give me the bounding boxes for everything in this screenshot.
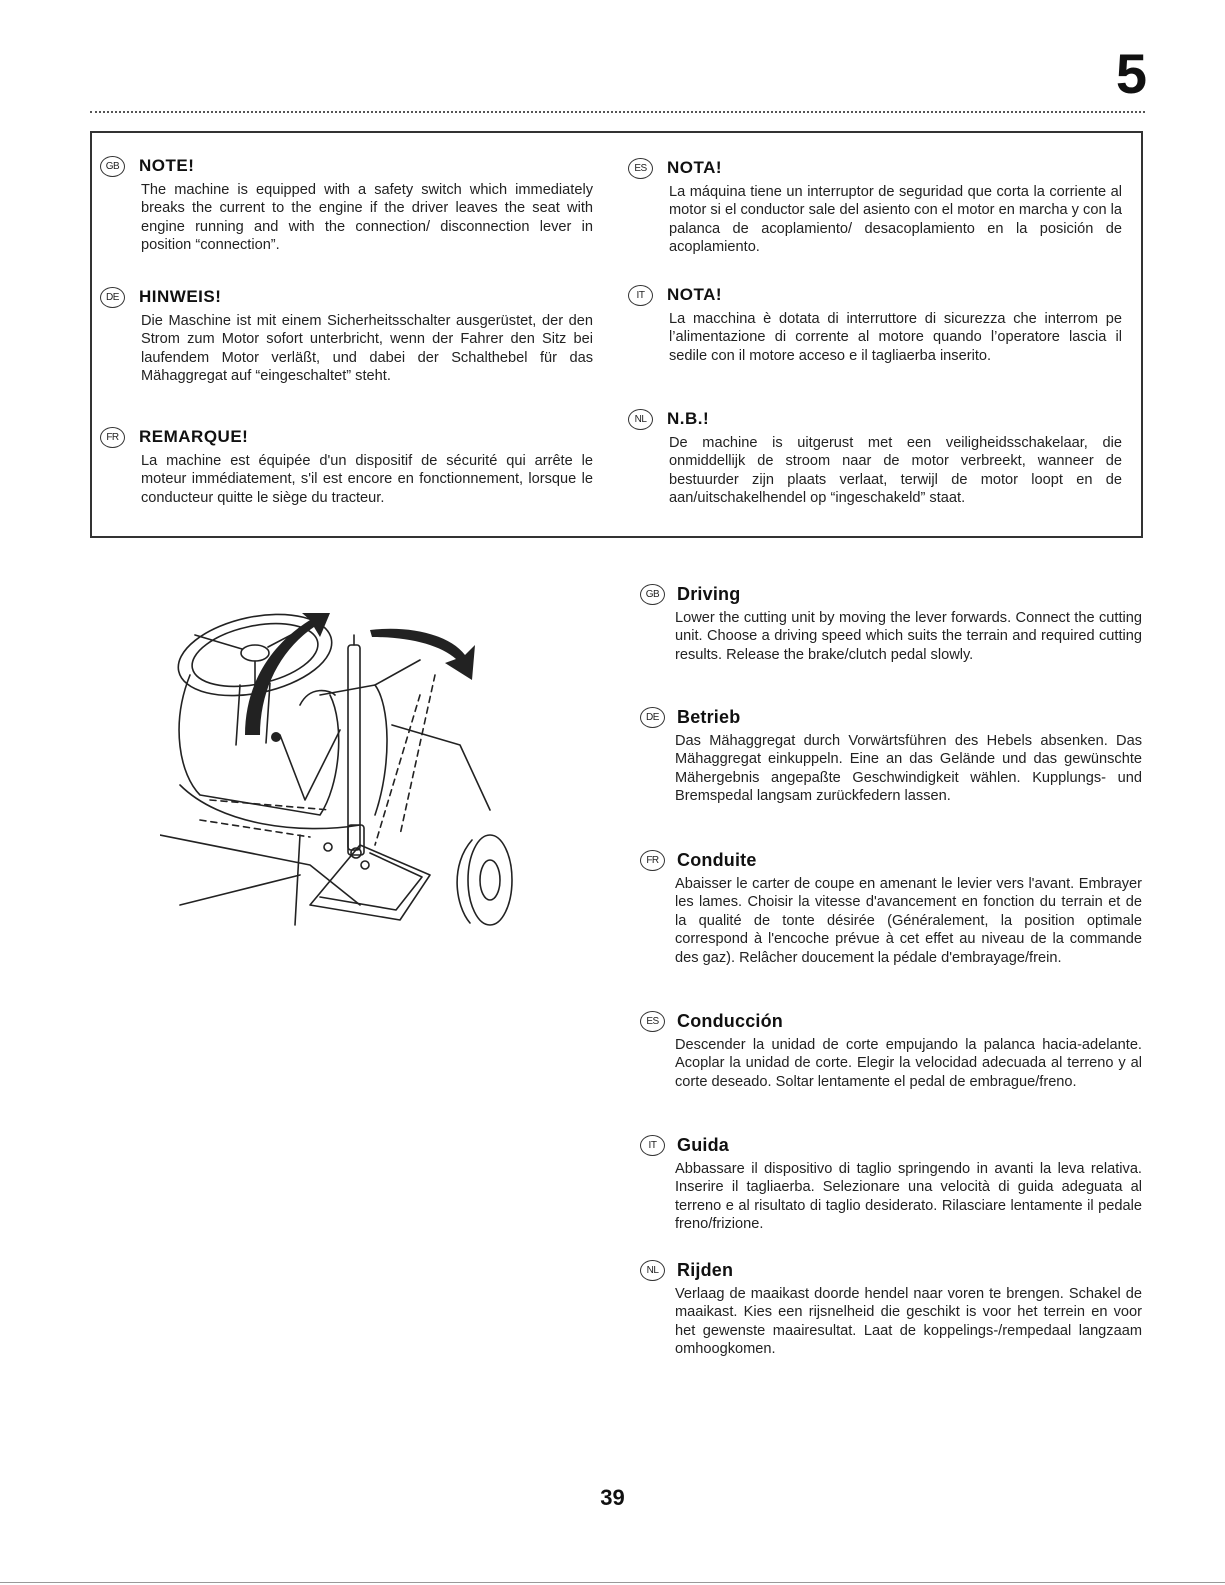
section-text: Verlaag de maaikast doorde hendel naar voren te brengen. Schakel de maaikast. Kies een rijsnelheid die geschikt is voor het terrein en voor het gewenste maairesultat. Laat de koppelings-/rempedaal langzaam omhoogkomen. [675,1286,1142,1358]
section-title: Rijden [677,1259,734,1280]
section-text: Abbassare il dispositivo di taglio springendo in avanti la leva relativa. Inserire il tagliaerba. Selezionare una velocità di guida adeguata al terreno e al risultato di taglio desiderato. Rilasciare lentamente il pedale freno/frizione. [675,1161,1142,1233]
section-text: Abaisser le carter de coupe en amenant le levier vers l'avant. Embrayer les lames. Choisir la vitesse d'avancement en fonction du terrain et de la qualité de tonte désirée (Généralement, la position optimale correspond à l'encoche prévue à cet effet au niveau de la commande des gaz). Relâcher doucement la pédale d'embrayage/frein. [675,876,1142,966]
section-driving-es [640,1008,1145,1091]
lang-badge-gb: GB [640,584,665,605]
note-gb [100,153,593,255]
lang-badge-nl: NL [628,409,653,430]
lever-illustration [160,575,540,935]
section-title: Conduite [677,849,757,870]
lang-badge-es: ES [640,1011,665,1032]
note-title: N.B.! [667,409,710,428]
lang-badge-it: IT [628,285,653,306]
section-driving-gb [640,581,1145,664]
note-nl [628,406,1122,508]
section-text: Lower the cutting unit by moving the lever forwards. Connect the cutting unit. Choose a driving speed which suits the terrain and required cutting results. Release the brake/clutch pedal slowly. [675,610,1142,663]
section-number: 5 [1115,42,1147,105]
note-title: NOTA! [667,285,723,304]
bottom-divider [0,1582,1225,1583]
lang-badge-fr: FR [100,427,125,448]
note-text: La máquina tiene un interruptor de seguridad que corta la corriente al motor si el conductor sale del asiento con el motor en marcha y con la palanca de acoplamiento/ desacoplamiento en la posición de acoplamiento. [669,184,1122,256]
note-text: The machine is equipped with a safety switch which immediately breaks the current to the engine if the driver leaves the seat with engine running and with the connection/ disconnection lever in position “connection”. [141,182,593,254]
section-text: Descender la unidad de corte empujando la palanca hacia-adelante. Acoplar la unidad de corte. Elegir la velocidad adecuada al terreno y al corte deseado. Soltar lentamente el pedal de embrague/freno. [675,1037,1142,1090]
lang-badge-es: ES [628,158,653,179]
section-title: Conducción [677,1010,783,1031]
note-text: De machine is uitgerust met een veiligheidsschakelaar, die onmiddellijk de stroom naar de motor verbreekt, wanneer de bestuurder zijn plaats verlaat, terwijl de motor loopt en de aan/uitschakelhendel op “ingeschakeld” staat. [669,435,1122,507]
lang-badge-gb: GB [100,156,125,177]
lang-badge-nl: NL [640,1260,665,1281]
note-de [100,284,593,386]
note-text: La macchina è dotata di interruttore di sicurezza che interrom pe l’alimentazione di corrente al motore quando l’operatore lascia il sedile con il motore acceso e il tagliaerba inserito. [669,311,1122,364]
section-driving-fr [640,847,1145,967]
section-title: Betrieb [677,706,741,727]
lang-badge-de: DE [640,707,665,728]
note-title: REMARQUE! [139,427,249,446]
note-es [628,155,1122,257]
section-title: Guida [677,1134,730,1155]
lang-badge-it: IT [640,1135,665,1156]
section-driving-nl [640,1257,1145,1359]
safety-notes-box [90,131,1143,538]
page-number: 39 [600,1485,625,1510]
note-title: NOTA! [667,158,723,177]
note-it [628,282,1122,365]
note-text: Die Maschine ist mit einem Sicherheitsschalter ausgerüstet, der den Strom zum Motor sofort unterbricht, wenn der Fahrer den Sitz bei laufendem Motor verläßt, und dabei der Schalthebel für das Mähaggregat auf “eingeschaltet” steht. [141,313,593,385]
section-driving-de [640,704,1145,806]
section-title: Driving [677,583,741,604]
note-fr [100,424,593,507]
section-text: Das Mähaggregat durch Vorwärtsführen des Hebels absenken. Das Mähaggregat einkuppeln. Eine an das Gelände und das gewünschte Mähergebnis angepaßte Geschwindigkeit wählen. Kupplungs- und Bremspedal langsam zurückfedern lassen. [675,733,1142,805]
lang-badge-de: DE [100,287,125,308]
lang-badge-fr: FR [640,850,665,871]
note-text: La machine est équipée d'un dispositif de sécurité qui arrête le moteur immédiatement, s'il est encore en fonctionnement, lorsque le conducteur quitte le siège du tracteur. [141,453,593,506]
section-driving-it [640,1132,1145,1234]
note-title: HINWEIS! [139,287,222,306]
top-divider [90,111,1145,113]
note-title: NOTE! [139,156,195,175]
